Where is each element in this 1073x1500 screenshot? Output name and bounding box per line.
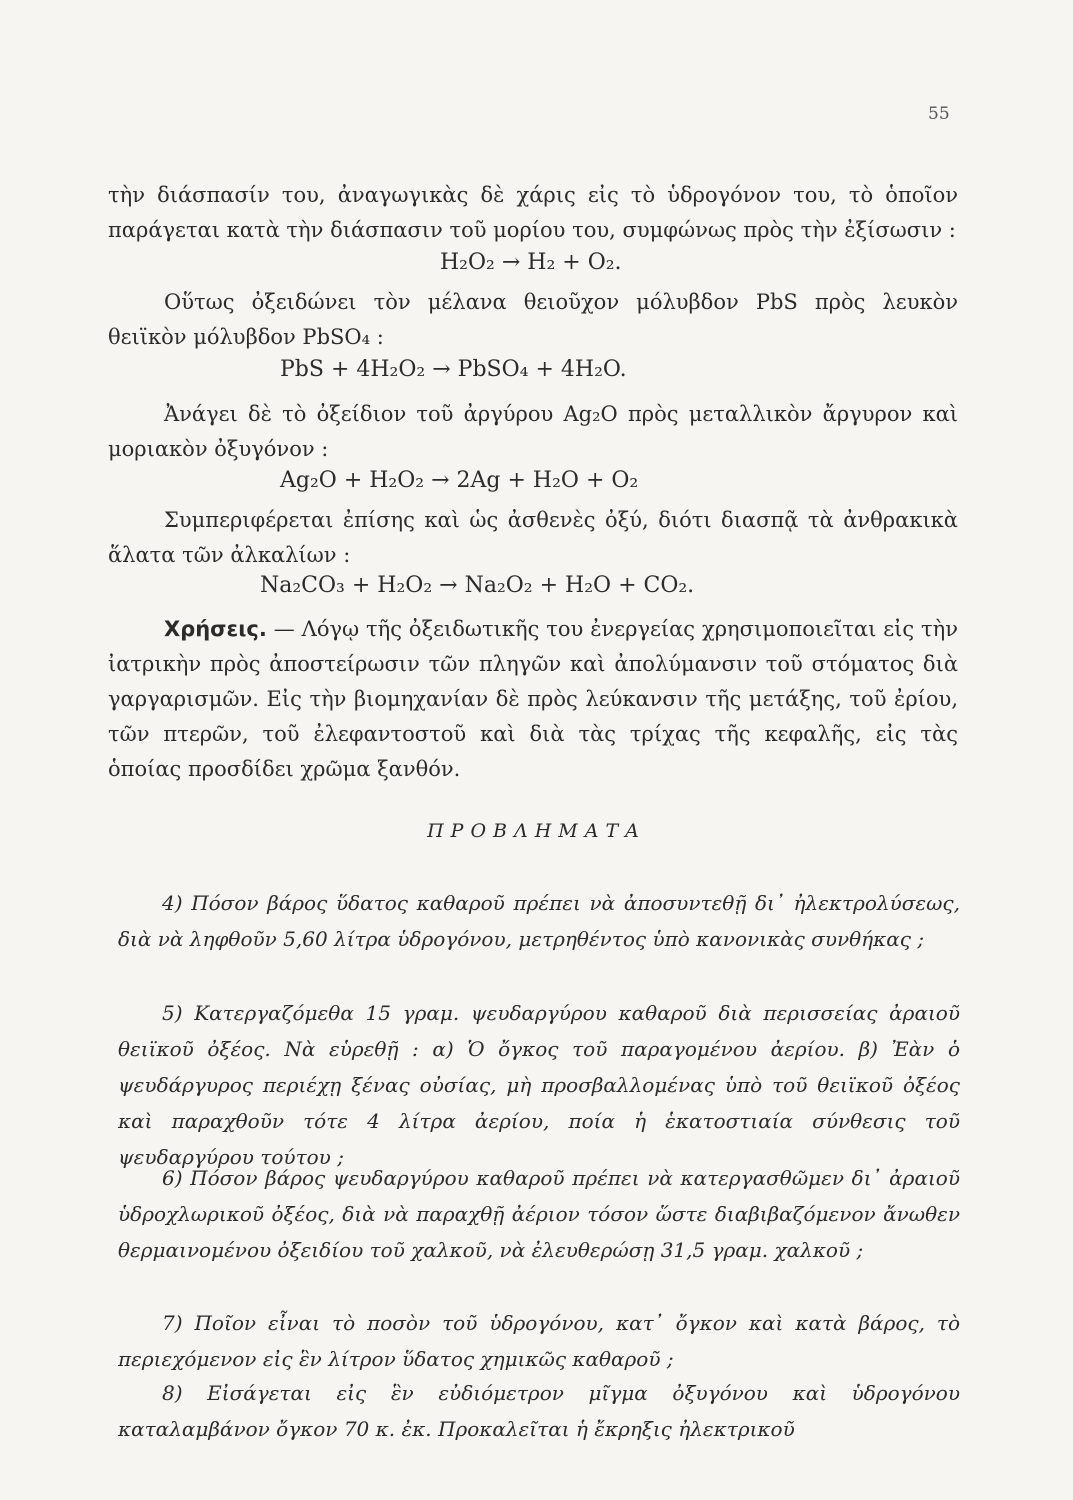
uses-heading: Χρήσεις. [164, 617, 267, 641]
equation-pbs-oxidation: PbS + 4H₂O₂ → PbSO₄ + 4H₂O. [280, 357, 627, 382]
paragraph-reduces-ag2o: Ἀνάγει δὲ τὸ ὀξείδιον τοῦ ἀργύρου Ag₂O πρὸς μεταλλικὸν ἄργυρον καὶ μοριακὸν ὀξυγόνον : [108, 402, 958, 461]
page-number: 55 [928, 104, 950, 124]
problem-7: 7) Ποῖον εἶναι τὸ ποσὸν τοῦ ὑδρογόνου, κατ᾿ ὄγκον καὶ κατὰ βάρος, τὸ περιεχόμενον εἰς ἓν λίτρον ὕδατος χημικῶς καθαροῦ ; [118, 1311, 960, 1371]
equation-na2co3-reaction: Na₂CO₃ + H₂O₂ → Na₂O₂ + H₂O + CO₂. [260, 573, 695, 598]
problem-4: 4) Πόσον βάρος ὕδατος καθαροῦ πρέπει νὰ ἀποσυντεθῇ δι᾿ ἠλεκτρολύσεως, διὰ νὰ ληφθοῦν 5,60 λίτρα ὑδρογόνου, μετρηθέντος ὑπὸ κανονικὰς συνθήκας ; [118, 891, 960, 951]
paragraph-decomposition: τὴν διάσπασίν του, ἀναγωγικὰς δὲ χάρις εἰς τὸ ὑδρογόνον του, τὸ ὁποῖον παράγεται κατὰ τὴν διάσπασιν τοῦ μορίου του, συμφώνως πρὸς τὴν ἐξίσωσιν : [108, 183, 958, 242]
problem-5: 5) Κατεργαζόμεθα 15 γραμ. ψευδαργύρου καθαροῦ διὰ περισσείας ἀραιοῦ θειϊκοῦ ὀξέος. Νὰ εὑρεθῇ : α) Ὁ ὄγκος τοῦ παραγομένου ἀερίου. β) Ἐὰν ὁ ψευδάργυρος περιέχῃ ξένας οὐσίας, μὴ προσβαλλομένας ὑπὸ τοῦ θειϊκοῦ ὀξέος καὶ παραχθοῦν τότε 4 λίτρα ἀερίου, ποία ἡ ἑκατοστιαία σύνθεσις τοῦ ψευδαργύρου τούτου ; [118, 1001, 960, 1169]
paragraph-weak-acid: Συμπεριφέρεται ἐπίσης καὶ ὡς ἀσθενὲς ὀξύ, διότι διασπᾷ τὰ ἀνθρακικὰ ἅλατα τῶν ἀλκαλίων : [108, 508, 958, 567]
problems-heading: ΠΡΟΒΛΗΜΑΤΑ [427, 820, 646, 842]
paragraph-uses [108, 612, 958, 787]
equation-h2o2-decomposition: H₂O₂ → H₂ + O₂. [440, 250, 622, 275]
problem-6: 6) Πόσον βάρος ψευδαργύρου καθαροῦ πρέπει νὰ κατεργασθῶμεν δι᾿ ἀραιοῦ ὑδροχλωρικοῦ ὀξέος, διὰ νὰ παραχθῇ ἀέριον τόσον ὥστε διαβιβαζόμενον ἄνωθεν θερμαινομένου ὀξειδίου τοῦ χαλκοῦ, νὰ ἐλευθερώσῃ 31,5 γραμ. χαλκοῦ ; [118, 1166, 960, 1262]
paragraph-oxidizes-pbs: Οὕτως ὀξειδώνει τὸν μέλανα θειοῦχον μόλυβδον PbS πρὸς λευκὸν θειϊκὸν μόλυβδον PbSO₄ : [108, 290, 958, 349]
uses-text: — Λόγῳ τῆς ὀξειδωτικῆς του ἐνεργείας χρησιμοποιεῖται εἰς τὴν ἰατρικὴν πρὸς ἀποστείρωσιν τῶν πληγῶν καὶ ἀπολύμανσιν τοῦ στόματος διὰ γαργαρισμῶν. Εἰς τὴν βιομηχανίαν δὲ πρὸς λεύκανσιν τῆς μετάξης, τοῦ ἐρίου, τῶν πτερῶν, τοῦ ἐλεφαντοστοῦ καὶ διὰ τὰς τρίχας τῆς κεφαλῆς, εἰς τὰς ὁποίας προσδίδει χρῶμα ξανθόν. [108, 617, 958, 781]
equation-ag2o-reduction: Ag₂O + H₂O₂ → 2Ag + H₂O + O₂ [280, 468, 639, 493]
problem-8: 8) Εἰσάγεται εἰς ἓν εὐδιόμετρον μῖγμα ὀξυγόνου καὶ ὑδρογόνου καταλαμβάνον ὄγκον 70 κ. ἐκ. Προκαλεῖται ἡ ἔκρηξις ἠλεκτρικοῦ [118, 1381, 960, 1441]
